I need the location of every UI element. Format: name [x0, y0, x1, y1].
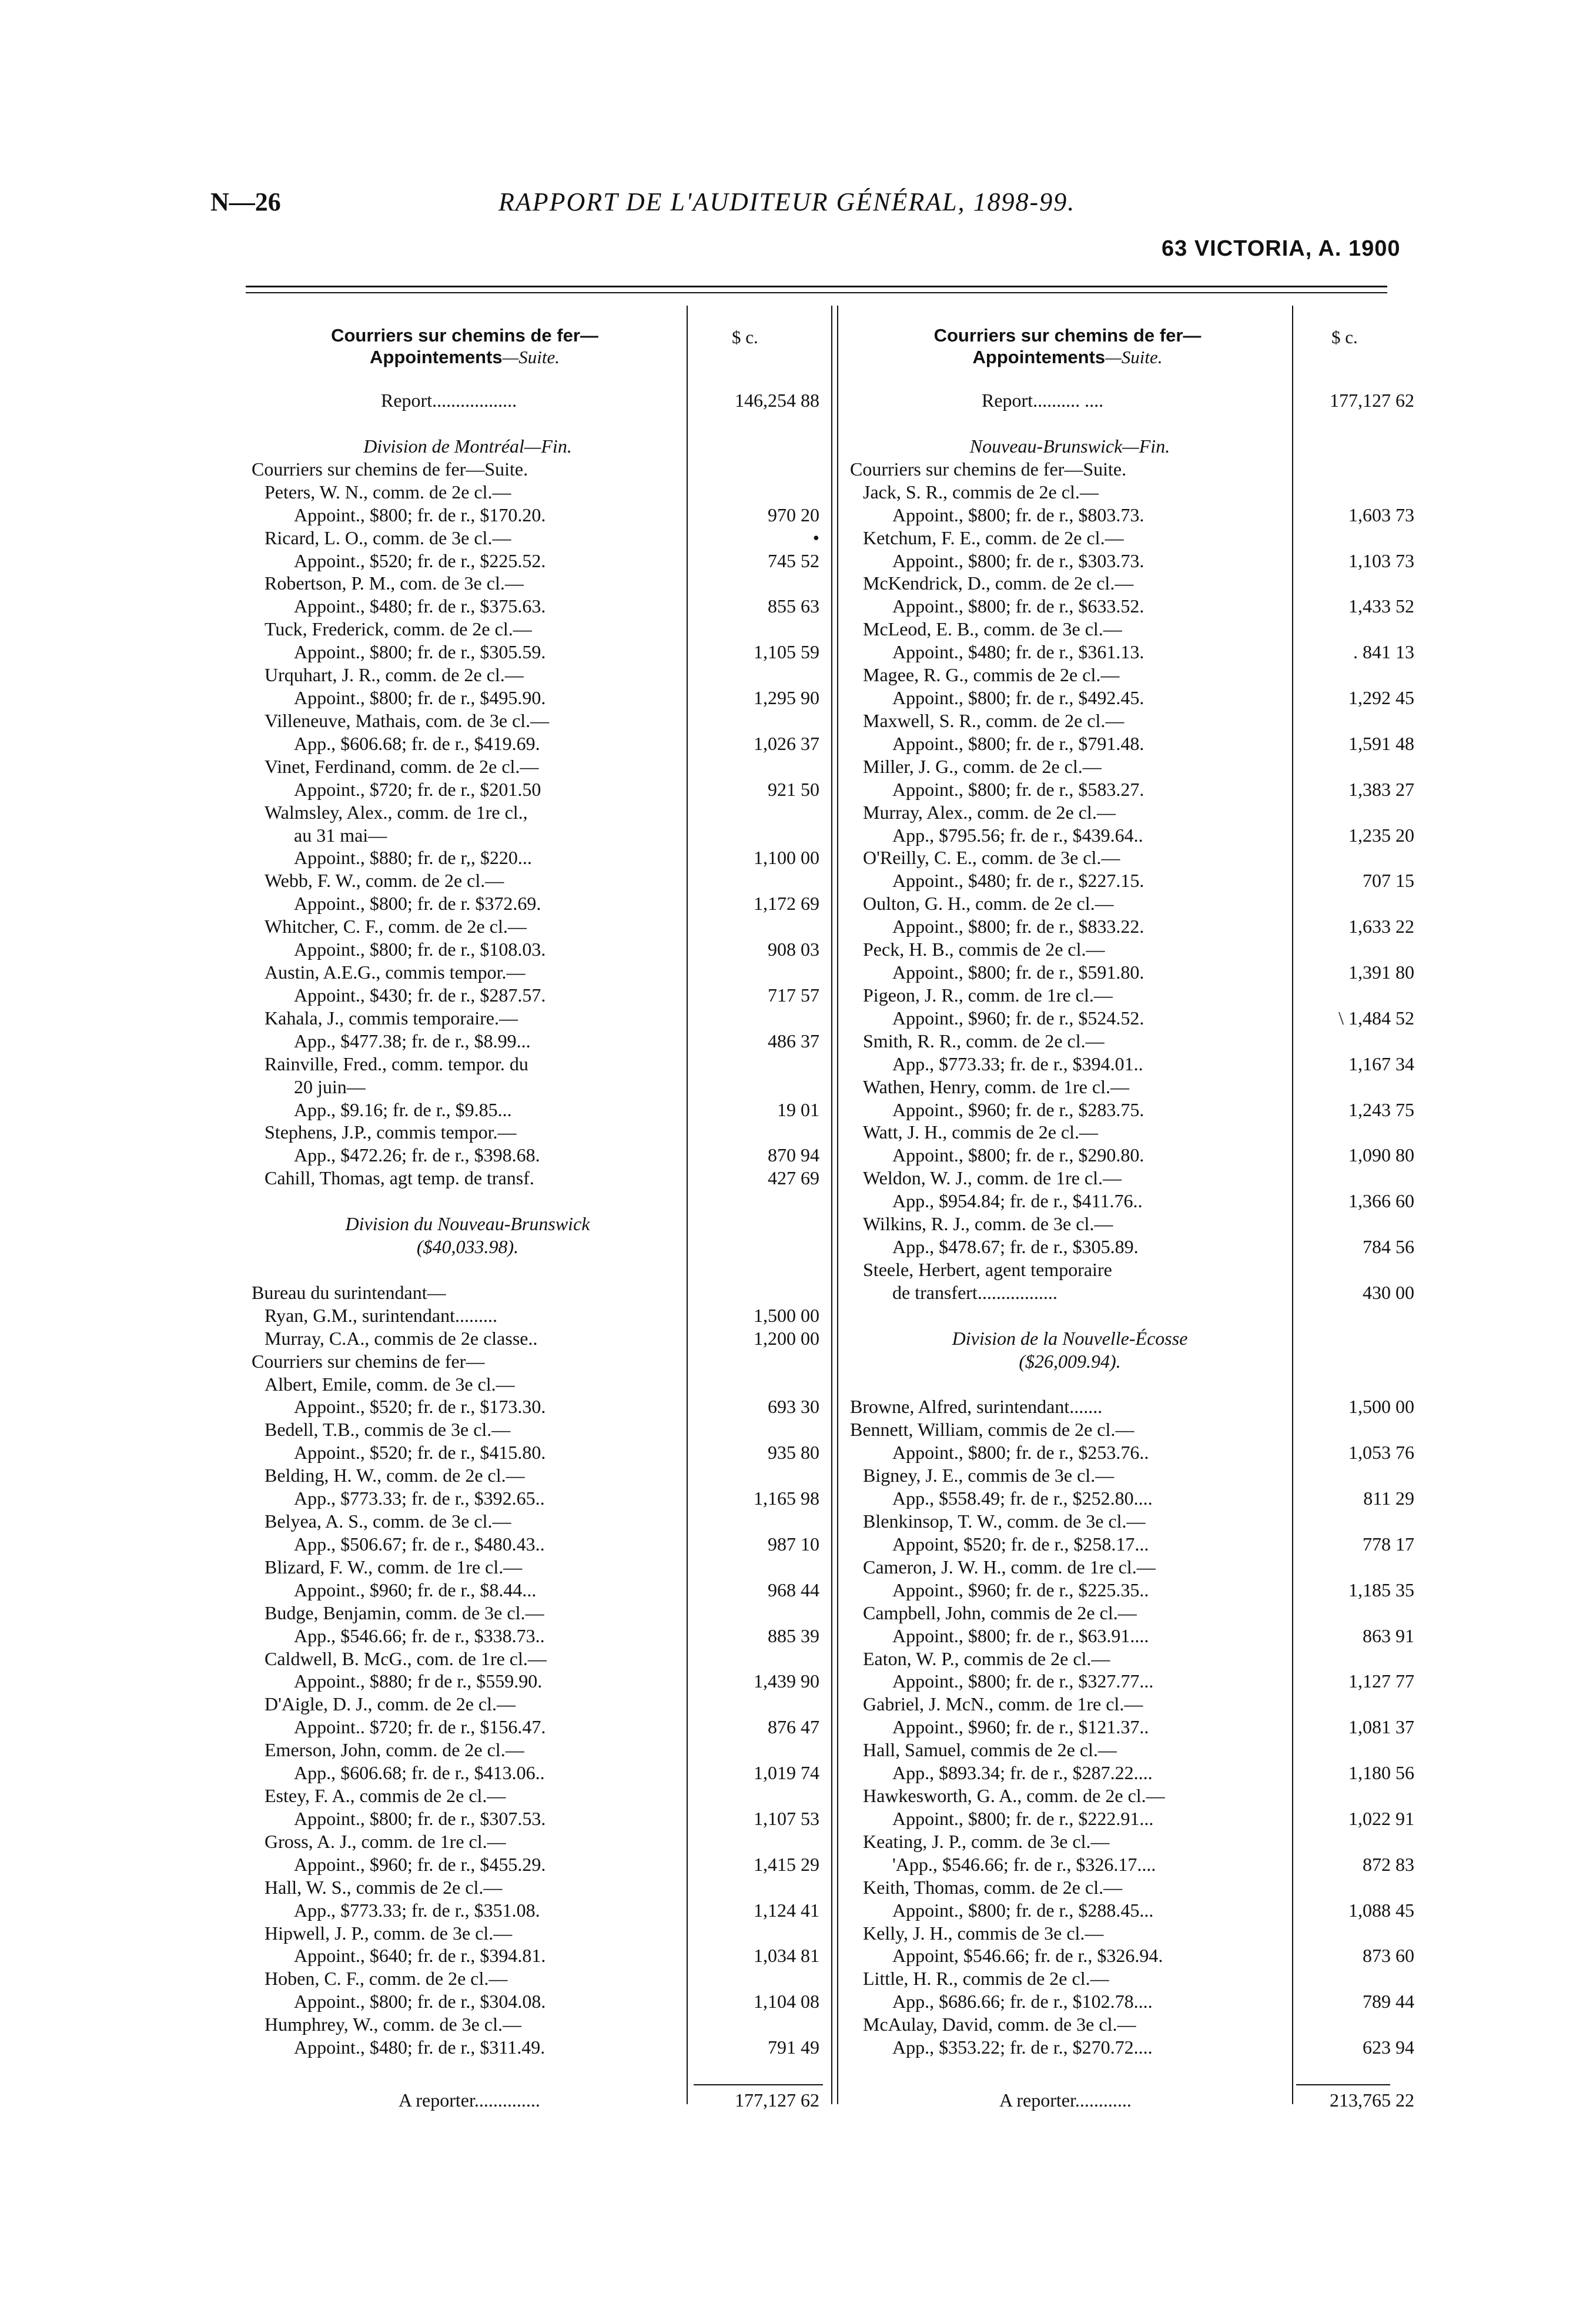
entry-line: Hipwell, J. P., comm. de 3e cl.— [265, 1923, 513, 1944]
entry-line: Pigeon, J. R., comm. de 1re cl.— [863, 984, 1113, 1006]
entry-line: Appoint., $800; fr. de r., $492.45. [892, 687, 1144, 708]
top-rule-thin [246, 292, 1387, 293]
entry-line: Miller, J. G., comm. de 2e cl.— [863, 756, 1102, 777]
entry-line: D'Aigle, D. J., comm. de 2e cl.— [265, 1693, 516, 1714]
left-carry-amount: 177,127 62 [735, 2089, 819, 2111]
entry-line: Appoint., $800; fr. de r., $803.73. [892, 504, 1144, 525]
entry-amount: 1,081 37 [1348, 1716, 1414, 1737]
entry-line: Bedell, T.B., commis de 3e cl.— [265, 1419, 511, 1440]
entry-amount: 791 49 [768, 2037, 819, 2058]
entry-amount: 987 10 [768, 1533, 819, 1555]
entry-amount: 789 44 [1363, 1991, 1414, 2012]
entry-amount: 1,180 56 [1348, 1762, 1414, 1783]
entry-line: Steele, Herbert, agent temporaire [863, 1259, 1112, 1280]
entry-line: Caldwell, B. McG., com. de 1re cl.— [265, 1648, 547, 1669]
entry-line: Peters, W. N., comm. de 2e cl.— [265, 481, 511, 503]
left-heading [246, 324, 684, 368]
entry-line: Kelly, J. H., commis de 3e cl.— [863, 1923, 1104, 1944]
entry-line: Appoint., $800; fr. de r., $305.59. [294, 641, 546, 662]
entry-line: 'App., $546.66; fr. de r., $326.17.... [892, 1854, 1156, 1875]
entry-amount: 1,383 27 [1348, 779, 1414, 800]
entry-line: au 31 mai— [294, 825, 387, 846]
entry-line: Keating, J. P., comm. de 3e cl.— [863, 1831, 1110, 1852]
entry-amount: 745 52 [768, 550, 819, 571]
entry-line: Appoint.. $720; fr. de r., $156.47. [294, 1716, 546, 1737]
right-report-label: Report.......... .... [982, 390, 1104, 411]
entry-line: Cahill, Thomas, agt temp. de transf. [265, 1167, 534, 1188]
right-report-amount: 177,127 62 [1330, 390, 1414, 411]
entry-line: Watt, J. H., commis de 2e cl.— [863, 1121, 1099, 1143]
entry-amount: 707 15 [1363, 870, 1414, 891]
entry-line: Bennett, William, commis de 2e cl.— [850, 1419, 1134, 1440]
entry-line: Bureau du surintendant— [252, 1282, 446, 1303]
left-amount-divider [687, 306, 688, 2104]
entry-amount: • [812, 527, 819, 548]
right-heading [844, 324, 1291, 368]
entry-line: Belyea, A. S., comm. de 3e cl.— [265, 1511, 511, 1532]
entry-line: Appoint., $960; fr. de r., $283.75. [892, 1099, 1144, 1120]
entry-line: Stephens, J.P., commis tempor.— [265, 1121, 517, 1143]
entry-line: Robertson, P. M., com. de 3e cl.— [265, 572, 524, 594]
entry-line: Campbell, John, commis de 2e cl.— [863, 1602, 1137, 1623]
entry-line: McKendrick, D., comm. de 2e cl.— [863, 572, 1134, 594]
entry-line: Appoint., $800; fr. de r., $495.90. [294, 687, 546, 708]
entry-line: Division de la Nouvelle-Écosse [952, 1328, 1188, 1349]
entry-line: Appoint., $480; fr. de r., $311.49. [294, 2037, 545, 2058]
entry-amount: 855 63 [768, 595, 819, 617]
entry-line: Appoint., $800; fr. de r., $307.53. [294, 1808, 546, 1829]
entry-line: Appoint., $800; fr. de r. $372.69. [294, 893, 541, 914]
entry-amount: 1,053 76 [1348, 1442, 1414, 1463]
entry-line: Hall, Samuel, commis de 2e cl.— [863, 1739, 1117, 1760]
entry-amount: 1,200 00 [754, 1328, 819, 1349]
entry-line: Appoint., $520; fr. de r., $225.52. [294, 550, 546, 571]
entry-line: Appoint., $960; fr. de r., $121.37.. [892, 1716, 1149, 1737]
entry-line: Austin, A.E.G., commis tempor.— [265, 962, 526, 983]
entry-amount: 1,105 59 [754, 641, 819, 662]
entry-line: Appoint., $640; fr. de r., $394.81. [294, 1945, 546, 1966]
entry-line: App., $773.33; fr. de r., $392.65.. [294, 1488, 545, 1509]
entry-amount: 784 56 [1363, 1236, 1414, 1257]
entry-line: App., $478.67; fr. de r., $305.89. [892, 1236, 1139, 1257]
entry-line: App., $546.66; fr. de r., $338.73.. [294, 1625, 545, 1646]
left-heading-suite: —Suite. [502, 347, 560, 367]
entry-amount: 1,433 52 [1348, 595, 1414, 617]
entry-amount: 1,165 98 [754, 1488, 819, 1509]
entry-line: Division du Nouveau-Brunswick [345, 1213, 590, 1234]
entry-amount: 1,090 80 [1348, 1144, 1414, 1166]
entry-line: App., $954.84; fr. de r., $411.76.. [892, 1190, 1143, 1211]
right-amount-header: $ c. [1331, 327, 1358, 347]
entry-line: Rainville, Fred., comm. tempor. du [265, 1053, 528, 1074]
entry-line: Villeneuve, Mathais, com. de 3e cl.— [265, 710, 550, 731]
entry-amount: 970 20 [768, 504, 819, 525]
entry-amount: 1,124 41 [754, 1900, 819, 1921]
page-number: N—26 [210, 187, 281, 216]
entry-line: McAulay, David, comm. de 3e cl.— [863, 2014, 1136, 2035]
entry-line: App., $686.66; fr. de r., $102.78.... [892, 1991, 1153, 2012]
top-rule [246, 286, 1387, 287]
entry-line: Appoint., $800; fr. de r., $304.08. [294, 1991, 546, 2012]
entry-line: Blenkinsop, T. W., comm. de 3e cl.— [863, 1511, 1146, 1532]
entry-amount: 1,167 34 [1348, 1053, 1414, 1074]
entry-amount: 1,591 48 [1348, 733, 1414, 754]
entry-line: Appoint., $720; fr. de r., $201.50 [294, 779, 541, 800]
entry-line: Little, H. R., commis de 2e cl.— [863, 1968, 1109, 1989]
entry-line: Oulton, G. H., comm. de 2e cl.— [863, 893, 1114, 914]
entry-amount: 486 37 [768, 1030, 819, 1052]
entry-amount: 1,100 00 [754, 847, 819, 868]
entry-line: Appoint., $430; fr. de r., $287.57. [294, 984, 546, 1006]
entry-amount: 1,439 90 [754, 1670, 819, 1692]
entry-amount: 1,295 90 [754, 687, 819, 708]
left-heading-line2: Appointements [370, 347, 503, 367]
entry-line: Walmsley, Alex., comm. de 1re cl., [265, 802, 528, 823]
entry-line: Tuck, Frederick, comm. de 2e cl.— [265, 618, 532, 639]
entry-line: Maxwell, S. R., comm. de 2e cl.— [863, 710, 1125, 731]
entry-line: App., $773.33; fr. de r., $351.08. [294, 1900, 540, 1921]
entry-line: Appoint., $800; fr. de r., $288.45... [892, 1900, 1154, 1921]
entry-line: Nouveau-Brunswick—Fin. [969, 436, 1170, 457]
entry-line: Bigney, J. E., commis de 3e cl.— [863, 1465, 1115, 1486]
entry-line: App., $606.68; fr. de r., $413.06.. [294, 1762, 545, 1783]
entry-line: Ricard, L. O., comm. de 3e cl.— [265, 527, 511, 548]
entry-line: Weldon, W. J., comm. de 1re cl.— [863, 1167, 1122, 1188]
entry-amount: 1,088 45 [1348, 1900, 1414, 1921]
entry-line: Appoint., $800; fr. de r., $253.76.. [892, 1442, 1149, 1463]
entry-line: Appoint., $960; fr. de r., $225.35.. [892, 1579, 1149, 1600]
left-carry-label: A reporter.............. [399, 2089, 540, 2111]
entry-amount: 908 03 [768, 939, 819, 960]
entry-line: Courriers sur chemins de fer— [252, 1351, 485, 1372]
entry-line: Keith, Thomas, comm. de 2e cl.— [863, 1877, 1123, 1898]
entry-amount: 935 80 [768, 1442, 819, 1463]
entry-line: Gross, A. J., comm. de 1re cl.— [265, 1831, 506, 1852]
entry-line: Appoint, $546.66; fr. de r., $326.94. [892, 1945, 1163, 1966]
entry-line: App., $558.49; fr. de r., $252.80.... [892, 1488, 1153, 1509]
entry-line: Appoint., $800; fr. de r., $583.27. [892, 779, 1144, 800]
entry-amount: 968 44 [768, 1579, 819, 1600]
entry-line: Appoint., $800; fr. de r., $222.91... [892, 1808, 1154, 1829]
entry-amount: 1,500 00 [754, 1305, 819, 1326]
entry-line: Appoint., $480; fr. de r., $227.15. [892, 870, 1144, 891]
entry-line: Gabriel, J. McN., comm. de 1re cl.— [863, 1693, 1143, 1714]
entry-line: Eaton, W. P., commis de 2e cl.— [863, 1648, 1110, 1669]
entry-line: Belding, H. W., comm. de 2e cl.— [265, 1465, 525, 1486]
right-heading-line2: Appointements [972, 347, 1106, 367]
entry-line: Kahala, J., commis temporaire.— [265, 1007, 518, 1029]
entry-amount: 885 39 [768, 1625, 819, 1646]
entry-amount: 778 17 [1363, 1533, 1414, 1555]
entry-line: Albert, Emile, comm. de 3e cl.— [265, 1374, 515, 1395]
left-total-rule [694, 2084, 823, 2085]
entry-amount: 872 83 [1363, 1854, 1414, 1875]
entry-amount: 1,107 53 [754, 1808, 819, 1829]
session-label: 63 VICTORIA, A. 1900 [1162, 236, 1401, 261]
entry-line: Murray, Alex., comm. de 2e cl.— [863, 802, 1116, 823]
entry-line: Urquhart, J. R., comm. de 2e cl.— [265, 664, 524, 685]
entry-amount: 1,172 69 [754, 893, 819, 914]
entry-amount: 1,185 35 [1348, 1579, 1414, 1600]
entry-line: App., $353.22; fr. de r., $270.72.... [892, 2037, 1153, 2058]
entry-line: Appoint., $800; fr. de r., $833.22. [892, 916, 1144, 937]
entry-line: Appoint., $960; fr. de r., $524.52. [892, 1007, 1144, 1029]
entry-line: Courriers sur chemins de fer—Suite. [850, 458, 1127, 480]
entry-line: Humphrey, W., comm. de 3e cl.— [265, 2014, 521, 2035]
entry-amount: 1,391 80 [1348, 962, 1414, 983]
entry-line: ($26,009.94). [1019, 1351, 1121, 1372]
right-carry-amount: 213,765 22 [1330, 2089, 1414, 2111]
entry-amount: 876 47 [768, 1716, 819, 1737]
entry-line: Hoben, C. F., comm. de 2e cl.— [265, 1968, 508, 1989]
entry-line: App., $506.67; fr. de r., $480.43.. [294, 1533, 545, 1555]
entry-line: App., $893.34; fr. de r., $287.22.... [892, 1762, 1153, 1783]
entry-line: App., $795.56; fr. de r., $439.64.. [892, 825, 1143, 846]
entry-line: Courriers sur chemins de fer—Suite. [252, 458, 528, 480]
entry-line: Appoint., $520; fr. de r., $173.30. [294, 1396, 546, 1417]
entry-amount: 1,235 20 [1348, 825, 1414, 846]
entry-line: Appoint., $800; fr. de r., $63.91.... [892, 1625, 1149, 1646]
entry-line: Jack, S. R., commis de 2e cl.— [863, 481, 1099, 503]
entry-line: Blizard, F. W., comm. de 1re cl.— [265, 1556, 523, 1578]
left-heading-line1: Courriers sur chemins de fer— [331, 325, 598, 346]
entry-amount: 1,104 08 [754, 1991, 819, 2012]
entry-line: de transfert................. [892, 1282, 1057, 1303]
entry-amount: 1,022 91 [1348, 1808, 1414, 1829]
right-heading-suite: —Suite. [1105, 347, 1163, 367]
entry-amount: 717 57 [768, 984, 819, 1006]
entry-line: Browne, Alfred, surintendant....... [850, 1396, 1103, 1417]
entry-line: Appoint., $520; fr. de r., $415.80. [294, 1442, 546, 1463]
entry-amount: 430 00 [1363, 1282, 1414, 1303]
entry-line: App., $477.38; fr. de r., $8.99... [294, 1030, 531, 1052]
entry-line: Cameron, J. W. H., comm. de 1re cl.— [863, 1556, 1156, 1578]
entry-line: Appoint., $800; fr. de r., $303.73. [892, 550, 1144, 571]
entry-line: Appoint., $480; fr. de r., $375.63. [294, 595, 546, 617]
entry-amount: 1,034 81 [754, 1945, 819, 1966]
entry-line: Appoint., $880; fr de r., $559.90. [294, 1670, 543, 1692]
entry-line: O'Reilly, C. E., comm. de 3e cl.— [863, 847, 1120, 868]
entry-line: Appoint., $960; fr. de r., $455.29. [294, 1854, 546, 1875]
entry-line: Magee, R. G., commis de 2e cl.— [863, 664, 1120, 685]
entry-line: Ketchum, F. E., comm. de 2e cl.— [863, 527, 1124, 548]
entry-line: Appoint., $800; fr. de r., $108.03. [294, 939, 546, 960]
entry-amount: 870 94 [768, 1144, 819, 1166]
entry-amount: 1,019 74 [754, 1762, 819, 1783]
entry-amount: 1,026 37 [754, 733, 819, 754]
running-title: RAPPORT DE L'AUDITEUR GÉNÉRAL, 1898-99. [498, 187, 1076, 216]
entry-line: Appoint., $800; fr. de r., $290.80. [892, 1144, 1144, 1166]
entry-line: Appoint., $880; fr. de r,, $220... [294, 847, 532, 868]
entry-amount: 623 94 [1363, 2037, 1414, 2058]
entry-line: Smith, R. R., comm. de 2e cl.— [863, 1030, 1105, 1052]
left-amount-header: $ c. [732, 327, 758, 347]
entry-line: Ryan, G.M., surintendant......... [265, 1305, 498, 1326]
entry-amount: 1,127 77 [1348, 1670, 1414, 1692]
entry-amount: 1,243 75 [1348, 1099, 1414, 1120]
entry-line: 20 juin— [294, 1076, 366, 1097]
entry-line: ($40,033.98). [416, 1236, 519, 1257]
entry-line: Wilkins, R. J., comm. de 3e cl.— [863, 1213, 1113, 1234]
entry-amount: . 841 13 [1353, 641, 1414, 662]
entry-line: Peck, H. B., commis de 2e cl.— [863, 939, 1105, 960]
left-report-amount: 146,254 88 [735, 390, 819, 411]
entry-amount: 1,292 45 [1348, 687, 1414, 708]
entry-amount: 1,415 29 [754, 1854, 819, 1875]
entry-amount: 1,103 73 [1348, 550, 1414, 571]
entry-line: Hawkesworth, G. A., comm. de 2e cl.— [863, 1785, 1165, 1806]
entry-amount: 873 60 [1363, 1945, 1414, 1966]
entry-line: Appoint., $800; fr. de r., $170.20. [294, 504, 546, 525]
center-divider-2 [837, 306, 838, 2104]
entry-line: Appoint, $520; fr. de r., $258.17... [892, 1533, 1149, 1555]
entry-line: Emerson, John, comm. de 2e cl.— [265, 1739, 524, 1760]
entry-amount: 1,366 60 [1348, 1190, 1414, 1211]
entry-line: Wathen, Henry, comm. de 1re cl.— [863, 1076, 1129, 1097]
entry-amount: 921 50 [768, 779, 819, 800]
entry-line: Appoint., $800; fr. de r., $633.52. [892, 595, 1144, 617]
left-report-label: Report.................. [381, 390, 517, 411]
right-carry-label: A reporter............ [999, 2089, 1132, 2111]
entry-amount: \ 1,484 52 [1338, 1007, 1414, 1029]
entry-line: Vinet, Ferdinand, comm. de 2e cl.— [265, 756, 539, 777]
entry-line: Appoint., $800; fr. de r., $791.48. [892, 733, 1144, 754]
entry-line: Appoint., $800; fr. de r., $591.80. [892, 962, 1144, 983]
entry-amount: 427 69 [768, 1167, 819, 1188]
entry-line: App., $606.68; fr. de r., $419.69. [294, 733, 540, 754]
entry-amount: 811 29 [1363, 1488, 1414, 1509]
center-divider [831, 306, 832, 2104]
entry-amount: 1,633 22 [1348, 916, 1414, 937]
entry-line: McLeod, E. B., comm. de 3e cl.— [863, 618, 1122, 639]
entry-line: App., $9.16; fr. de r., $9.85... [294, 1099, 512, 1120]
entry-amount: 693 30 [768, 1396, 819, 1417]
entry-line: Webb, F. W., comm. de 2e cl.— [265, 870, 504, 891]
entry-line: Murray, C.A., commis de 2e classe.. [265, 1328, 538, 1349]
entry-amount: 1,603 73 [1348, 504, 1414, 525]
entry-line: Appoint., $480; fr. de r., $361.13. [892, 641, 1144, 662]
entry-line: App., $472.26; fr. de r., $398.68. [294, 1144, 540, 1166]
entry-line: App., $773.33; fr. de r., $394.01.. [892, 1053, 1143, 1074]
right-total-rule [1296, 2084, 1390, 2085]
entry-line: Hall, W. S., commis de 2e cl.— [265, 1877, 503, 1898]
entry-line: Appoint., $960; fr. de r., $8.44... [294, 1579, 537, 1600]
entry-line: Estey, F. A., commis de 2e cl.— [265, 1785, 506, 1806]
entry-line: Whitcher, C. F., comm. de 2e cl.— [265, 916, 527, 937]
entry-amount: 863 91 [1363, 1625, 1414, 1646]
entry-amount: 19 01 [777, 1099, 819, 1120]
entry-amount: 1,500 00 [1348, 1396, 1414, 1417]
entry-line: Budge, Benjamin, comm. de 3e cl.— [265, 1602, 544, 1623]
entry-line: Division de Montréal—Fin. [363, 436, 572, 457]
right-heading-line1: Courriers sur chemins de fer— [933, 325, 1202, 346]
entry-line: Appoint., $800; fr. de r., $327.77... [892, 1670, 1154, 1692]
